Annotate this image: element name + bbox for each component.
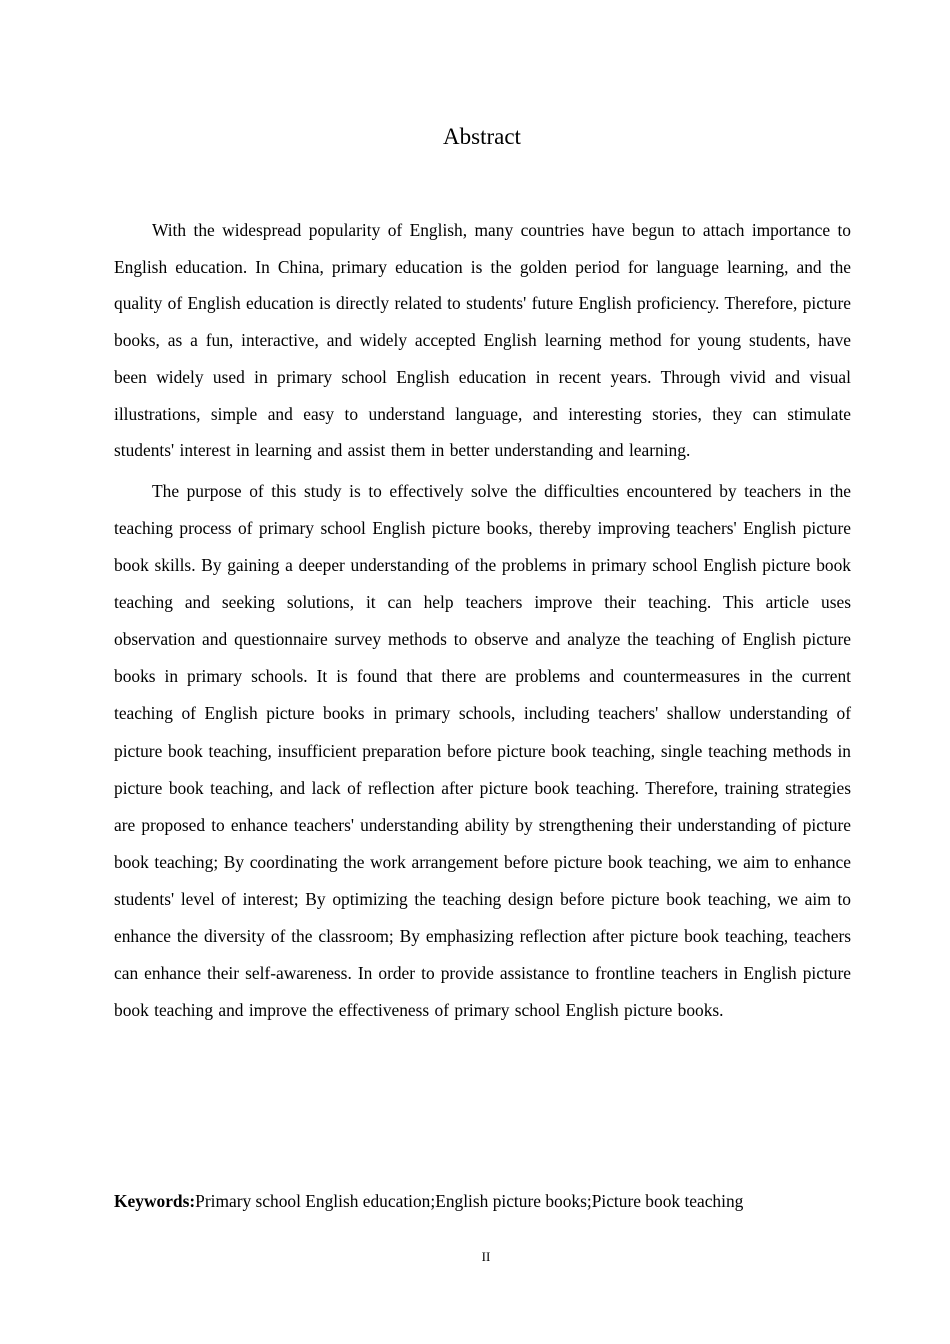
keywords-line <box>114 1188 874 1214</box>
abstract-body <box>114 212 851 1029</box>
abstract-title: Abstract <box>443 124 521 149</box>
abstract-paragraph-1: With the widespread popularity of English, many countries have begun to attach importance to English education. In China, primary education is the golden period for language learning, and the quality of English education is directly related to students' future English proficiency. Therefore, picture books, as a fun, interactive, and widely accepted English learning method for young students, have been widely used in primary school English education in recent years. Through vivid and visual illustrations, simple and easy to understand language, and interesting stories, they can stimulate students' interest in learning and assist them in better understanding and learning. <box>114 220 851 461</box>
page-number: II <box>481 1249 491 1264</box>
keywords-label: Keywords: <box>114 1191 196 1211</box>
abstract-paragraph-2: The purpose of this study is to effectively solve the difficulties encountered by teachers in the teaching process of primary school English picture books, thereby improving teachers' English picture book skills. By gaining a deeper understanding of the problems in primary school English picture book teaching and seeking solutions, it can help teachers improve their teaching. This article uses observation and questionnaire survey methods to observe and analyze the teaching of English picture books in primary schools. It is found that there are problems and countermeasures in the current teaching of English picture books in primary schools, including teachers' shallow understanding of picture book teaching, insufficient preparation before picture book teaching, single teaching methods in picture book teaching, and lack of reflection after picture book teaching. Therefore, training strategies are proposed to enhance teachers' understanding ability by strengthening their understanding of picture book teaching; By coordinating the work arrangement before picture book teaching, we aim to enhance students' level of interest; By optimizing the teaching design before picture book teaching, we aim to enhance the diversity of the classroom; By emphasizing reflection after picture book teaching, teachers can enhance their self-awareness. In order to provide assistance to frontline teachers in English picture book teaching and improve the effectiveness of primary school English picture books. <box>114 480 851 1021</box>
keywords-text: Primary school English education;English picture books;Picture book teaching <box>195 1191 744 1211</box>
